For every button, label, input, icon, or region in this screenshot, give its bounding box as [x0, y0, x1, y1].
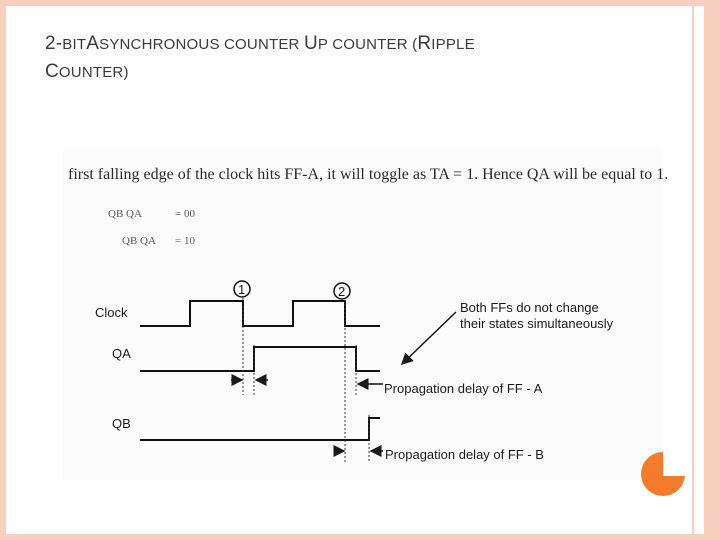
state1-value: = 00 [175, 208, 195, 220]
title-part: IPPLE [431, 36, 475, 53]
delay-a-label: Propagation delay of FF - A [384, 381, 543, 396]
figure-caption: first falling edge of the clock hits FF-A, it will toggle as TA = 1. Hence QA will be equal to 1. [68, 166, 669, 183]
edge1-marker-label: 1 [238, 282, 246, 297]
title-part: A [86, 33, 100, 54]
state2-label: QB QA [122, 235, 156, 247]
title-part: OUNTER) [58, 64, 129, 81]
state2-value: = 10 [175, 235, 195, 247]
delay-b-label: Propagation delay of FF - B [385, 447, 544, 462]
title-part: 2- [45, 33, 63, 54]
title-part: R [417, 33, 432, 54]
qb-label: QB [112, 416, 131, 431]
title-part: U [303, 33, 318, 54]
title-part: P COUNTER ( [317, 36, 418, 53]
title-part: SYNCHRONOUS COUNTER [99, 36, 304, 53]
qa-label: QA [112, 346, 131, 361]
note-line1: Both FFs do not change [460, 300, 599, 315]
edge2-marker-label: 2 [338, 284, 346, 299]
state1-label: QB QA [108, 208, 142, 220]
title-part: C [45, 61, 59, 82]
accent-circle-mask [663, 446, 689, 476]
clock-waveform [140, 301, 380, 326]
title-part: BIT [62, 36, 87, 53]
clock-label: Clock [95, 305, 128, 320]
qb-waveform [140, 418, 380, 440]
note-pointer [402, 312, 456, 364]
qa-waveform [140, 347, 380, 371]
note-line2: their states simultaneously [460, 316, 614, 331]
